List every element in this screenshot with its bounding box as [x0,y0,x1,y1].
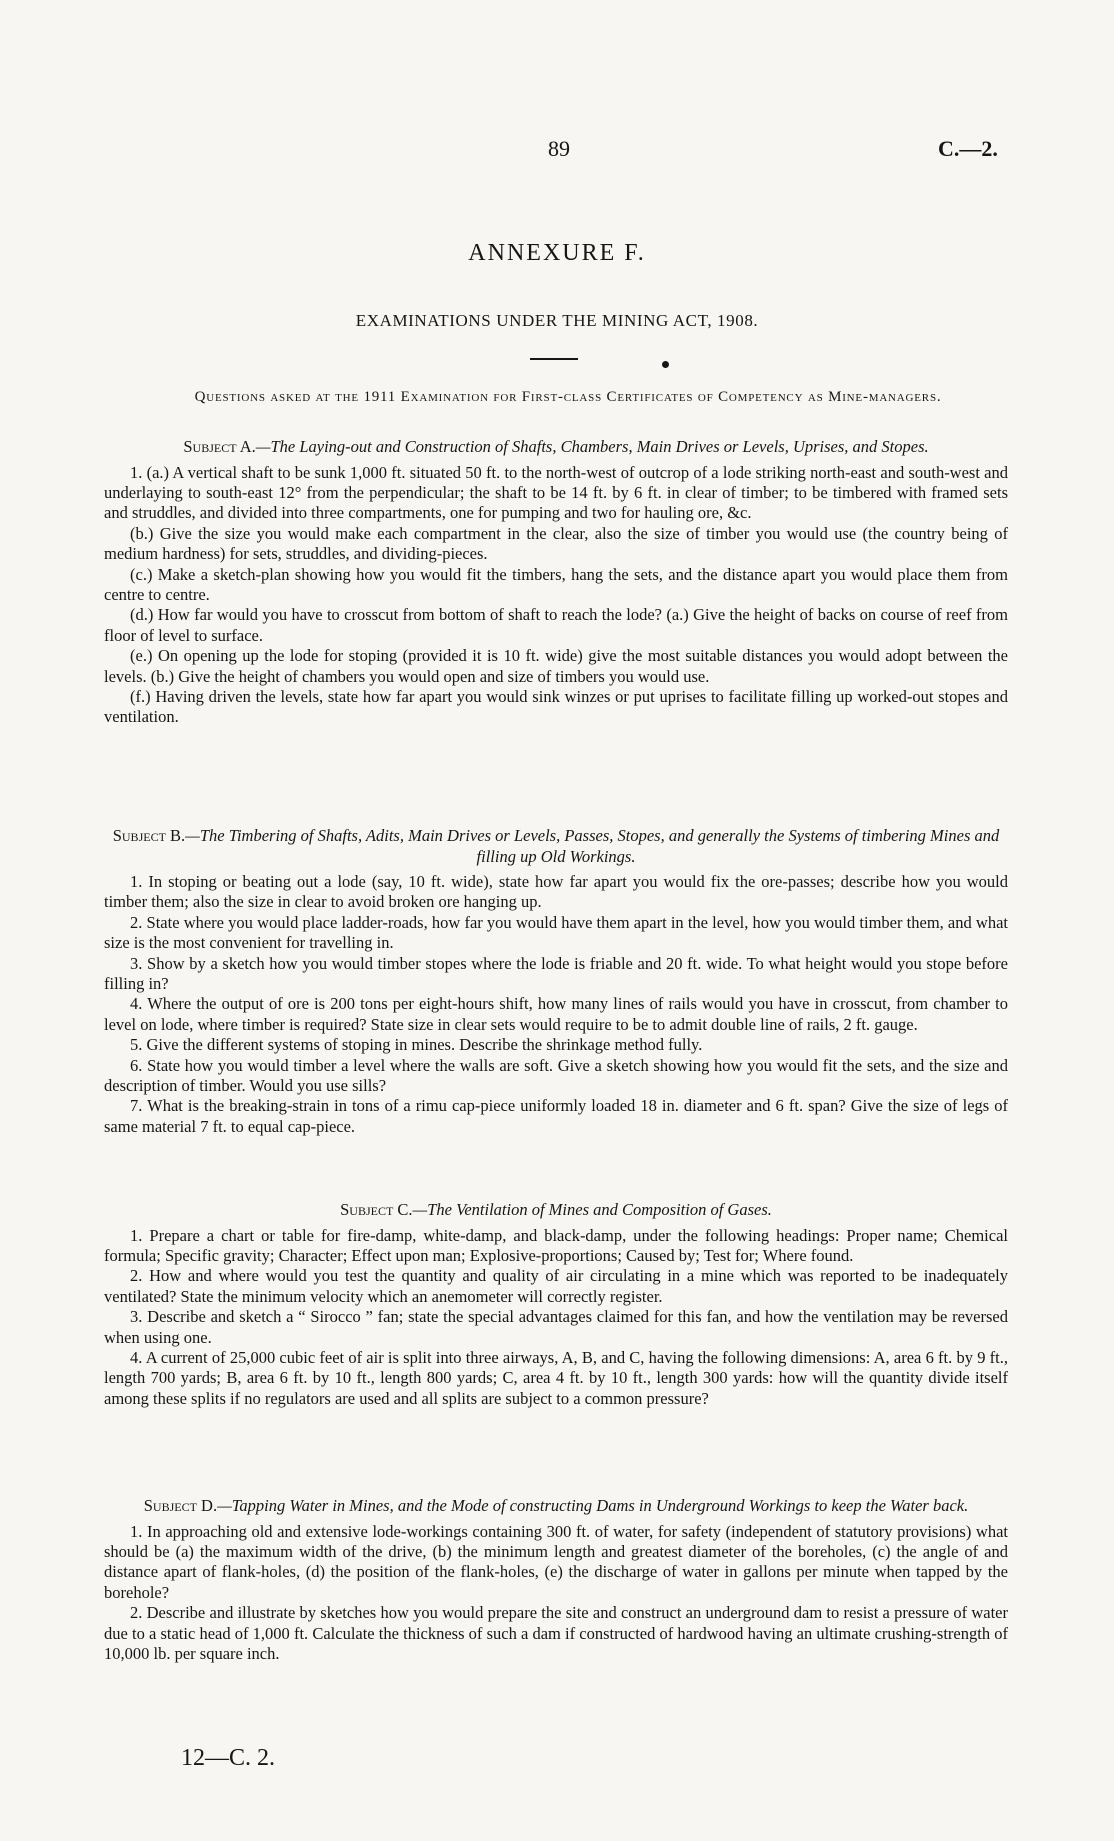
question-paragraph: 1. In approaching old and extensive lode-workings containing 300 ft. of water, for safety (independent of statutory provisions) what should be (a) the maximum width of the drive, (b) the minimum length and greatest diameter of the boreholes, (c) the angle of and distance apart of flank-holes, (d) the position of the flank-holes, (e) the discharge of water in gallons per minute when tapped by the borehole? [104,1521,1008,1602]
question-paragraph: 2. Describe and illustrate by sketches how you would prepare the site and construct an underground dam to resist a pressure of water due to a static head of 1,000 ft. Calculate the thickness of such a dam if constructed of hardwood having an ultimate crushing-strength of 10,000 lb. per square inch. [104,1603,1008,1663]
question-paragraph: 1. Prepare a chart or table for fire-damp, white-damp, and black-damp, under the following headings: Proper name; Chemical formula; Specific gravity; Character; Effect upon man; Explosive-proportions; Caused by; Test for; Where found. [104,1225,1008,1265]
subject-topic: —The Laying-out and Construction of Shafts, Chambers, Main Drives or Levels, Uprises, and Stopes. [255,437,929,456]
subject-b-section [104,826,1008,1137]
subject-heading [104,1200,1008,1221]
question-paragraph: 4. Where the output of ore is 200 tons per eight-hours shift, how many lines of rails would you have in crosscut, from chamber to level on lode, where timber is required? State size in clear sets would require to be to admit double line of rails, 2 ft. gauge. [104,994,1008,1034]
subject-heading [104,437,1008,458]
question-paragraph: 1. In stoping or beating out a lode (say, 10 ft. wide), state how far apart you would fix the ore-passes; describe how you would timber them; also the size in clear to avoid broken ore hanging up. [104,872,1008,912]
subject-topic: —Tapping Water in Mines, and the Mode of constructing Dams in Underground Workings to keep the Water back. [217,1496,969,1515]
subject-c-section [104,1200,1008,1409]
subject-label: Subject C. [340,1200,413,1219]
subject-heading [104,826,1008,867]
subject-heading [104,1496,1008,1517]
divider-dot [662,361,669,368]
subject-label: Subject D. [143,1496,218,1515]
question-paragraph: (b.) Give the size you would make each compartment in the clear, also the size of timber you would use (the country being of medium hardness) for sets, struddles, and dividing-pieces. [104,523,1008,564]
annexure-title: ANNEXURE F. [468,240,646,266]
question-paragraph: 2. State where you would place ladder-roads, how far you would have them apart in the level, how you would timber them, and what size is the most convenient for travelling in. [104,912,1008,953]
question-paragraph: 5. Give the different systems of stoping in mines. Describe the shrinkage method fully. [130,1035,703,1055]
question-paragraph: 3. Describe and sketch a “ Sirocco ” fan; state the special advantages claimed for this fan, and how the ventilation may be reversed when using one. [104,1307,1008,1347]
questions-heading: Questions asked at the 1911 Examination for First-class Certificates of Competency as Mine-managers. [194,389,942,405]
question-paragraph: 6. State how you would timber a level where the walls are soft. Give a sketch showing how you would fit the sets, and the size and description of timber. Would you use sills? [104,1055,1008,1096]
question-paragraph: 4. A current of 25,000 cubic feet of air is split into three airways, A, B, and C, having the following dimensions: A, area 6 ft. by 9 ft., length 700 yards; B, area 6 ft. by 10 ft., length 800 yards; C, area 4 ft. by 10 ft., length 300 yards: how will the quantity divide itself among these splits if no regulators are used and all splits are subject to a common pressure? [104,1347,1008,1408]
page-number: 89 [548,136,570,161]
subject-label: Subject A. [183,437,256,456]
examinations-subtitle: EXAMINATIONS UNDER THE MINING ACT, 1908. [355,311,759,330]
footer-signature: 12—C. 2. [181,1745,276,1771]
question-paragraph: (d.) How far would you have to crosscut from bottom of shaft to reach the lode? (a.) Give the height of backs on course of reef from floor of level to surface. [104,605,1008,645]
subject-topic: —The Ventilation of Mines and Composition of Gases. [412,1200,772,1219]
question-paragraph: 2. How and where would you test the quantity and quality of air circulating in a mine which was reported to be inadequately ventilated? State the minimum velocity which an anemometer will correctly register. [104,1266,1008,1306]
question-paragraph: (c.) Make a sketch-plan showing how you would fit the timbers, hang the sets, and the distance apart you would place them from centre to centre. [104,564,1008,604]
question-paragraph: (e.) On opening up the lode for stoping (provided it is 10 ft. wide) give the most suitable distances you would adopt between the levels. (b.) Give the height of chambers you would open and size of timbers you would use. [104,646,1008,686]
subject-a-section [104,437,1008,728]
document-reference: C.—2. [938,136,998,161]
question-paragraph: 7. What is the breaking-strain in tons of a rimu cap-piece uniformly loaded 18 in. diameter and 6 ft. span? Give the size of legs of same material 7 ft. to equal cap-piece. [104,1096,1008,1136]
divider-rule [530,358,578,360]
subject-label: Subject B. [112,826,186,845]
question-paragraph: (f.) Having driven the levels, state how far apart you would sink winzes or put uprises to facilitate filling up worked-out stopes and ventilation. [104,686,1008,727]
question-paragraph: 3. Show by a sketch how you would timber stopes where the lode is friable and 20 ft. wide. To what height would you stope before filling in? [104,953,1008,994]
question-paragraph: 1. (a.) A vertical shaft to be sunk 1,000 ft. situated 50 ft. to the north-west of outcrop of a lode striking north-east and south-west and underlaying to south-east 12° from the perpendicular; the shaft to be 14 ft. by 6 ft. in clear of timber; to be timbered with framed sets and struddles, and divided into three compartments, one for pumping and two for hauling ore, &c. [104,462,1008,523]
subject-d-section [104,1496,1008,1664]
subject-topic: —The Timbering of Shafts, Adits, Main Drives or Levels, Passes, Stopes, and generally the Systems of timbering Mines and filling up Old Workings. [185,826,1000,866]
